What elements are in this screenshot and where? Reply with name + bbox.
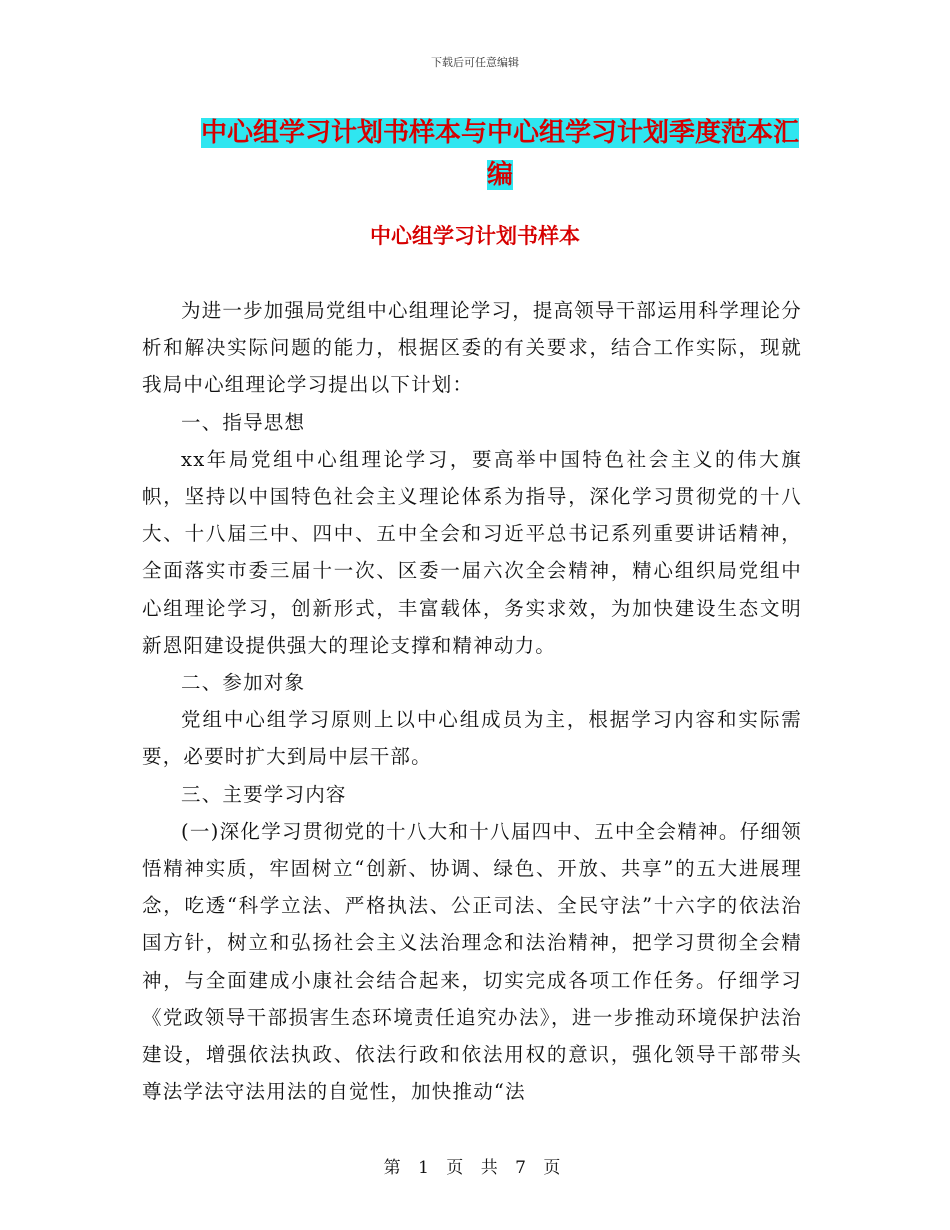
intro-paragraph: 为进一步加强局党组中心组理论学习，提高领导干部运用科学理论分析和解决实际问题的能力，根据区委的有关要求，结合工作实际，现就我局中心组理论学习提出以下计划： xyxy=(142,299,803,397)
document-body xyxy=(142,292,802,1110)
document-title-text: 中心组学习计划书样本与中心组学习计划季度范本汇编 xyxy=(200,118,799,190)
heading-study-content: 三、主要学习内容 xyxy=(181,782,347,806)
section-title: 中心组学习计划书样本 xyxy=(370,224,580,248)
paragraph-guiding-ideology: xx年局党组中心组理论学习，要高举中国特色社会主义的伟大旗帜，坚持以中国特色社会主义理论体系为指导，深化学习贯彻党的十八大、十八届三中、四中、五中全会和习近平总书记系列重要讲话精神，全面落实市委三届十一次、区委一届六次全会精神，精心组织局党组中心组理论学习，创新形式，丰富载体，务实求效，为加快建设生态文明新恩阳建设提供强大的理论支撑和精神动力。 xyxy=(142,447,802,657)
header-note: 下载后可任意编辑 xyxy=(431,56,519,69)
page-number: 第 1 页 共 7 页 xyxy=(383,1158,567,1178)
paragraph-study-content-1: (一)深化学习贯彻党的十八大和十八届四中、五中全会精神。仔细领悟精神实质，牢固树立“创新、协调、绿色、开放、共享”的五大进展理念，吃透“科学立法、严格执法、公正司法、全民守法”十六字的依法治国方针，树立和弘扬社会主义法治理念和法治精神，把学习贯彻全会精神，与全面建成小康社会结合起来，切实完成各项工作任务。仔细学习《党政领导干部损害生态环境责任追究办法》，进一步推动环境保护法治建设，增强依法执政、依法行政和依法用权的意识，强化领导干部带头尊法学法守法用法的自觉性，加快推动“法 xyxy=(142,819,802,1104)
paragraph-participants: 党组中心组学习原则上以中心组成员为主，根据学习内容和实际需要，必要时扩大到局中层干部。 xyxy=(142,708,802,769)
heading-guiding-ideology: 一、指导思想 xyxy=(181,410,306,434)
document-title xyxy=(190,112,810,196)
heading-participants: 二、参加对象 xyxy=(181,671,306,695)
